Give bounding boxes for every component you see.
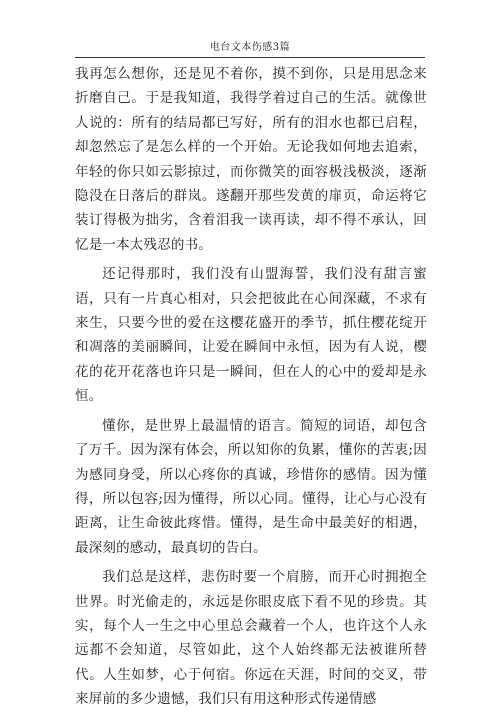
paragraph-3: 懂你，是世界上最温情的语言。简短的词语，却包含了万千。因为深有体会，所以知你的负累，懂你的苦衷;因为感同身受，所以心疼你的真诚，珍惜你的感情。因为懂得，所以包容;因为懂得，所以心同。懂得，让心与心没有距离，让生命彼此疼惜。懂得，是生命中最美好的相遇，最深刻的感动，最真切的告白。: [75, 417, 427, 556]
page-header: 电台文本伤感3篇: [75, 38, 425, 58]
document-body: [75, 62, 427, 712]
paragraph-4: 我们总是这样，悲伤时要一个肩膀，而开心时拥抱全世界。时光偷走的，永远是你眼皮底下看不见的珍贵。其实，每个人一生之中心里总会藏着一个人，也许这个人永远都不会知道，尽管如此，这个人始终都无法被谁所替代。人生如梦，心于何宿。你远在天涯，时间的交叉，带来屏前的多少遗憾，我们只有用这种形式传递情感: [75, 569, 427, 708]
paragraph-1: 我再怎么想你，还是见不着你，摸不到你，只是用思念来折磨自己。于是我知道，我得学着过自己的生活。就像世人说的：所有的结局都已写好，所有的泪水也都已启程，却忽然忘了是怎么样的一个开始。无论我如何地去追索，年轻的你只如云影掠过，而你微笑的面容极浅极淡，逐渐隐没在日落后的群岚。遂翻开那些发黄的扉页，命运将它装订得极为拙劣，含着泪我一读再读，却不得不承认，回忆是一本太残忍的书。: [75, 66, 427, 253]
paragraph-2: 还记得那时，我们没有山盟海誓，我们没有甜言蜜语，只有一片真心相对，只会把彼此在心间深藏，不求有来生，只要今世的爱在这樱花盛开的季节，抓住樱花绽开和凋落的美丽瞬间，让爱在瞬间中永恒，因为有人说，樱花的花开花落也许只是一瞬间，但在人的心中的爱却是永恒。: [75, 266, 427, 405]
